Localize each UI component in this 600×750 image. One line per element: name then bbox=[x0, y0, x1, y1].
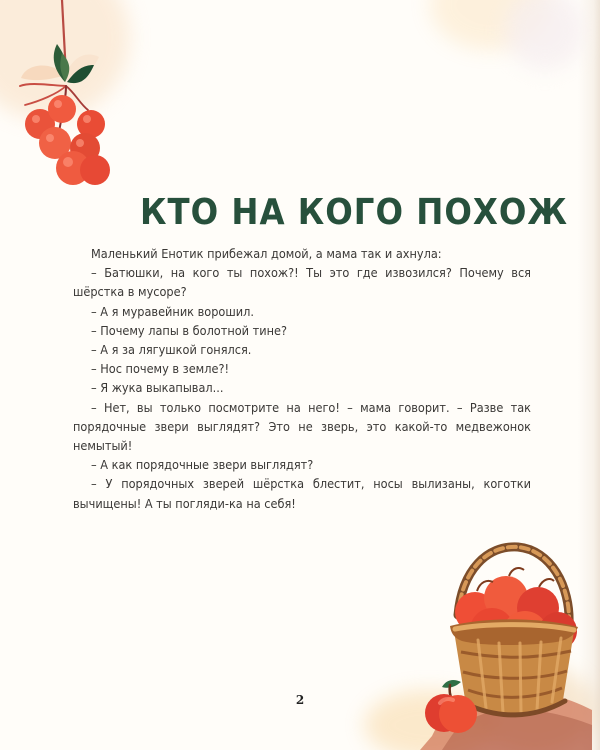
story-paragraph: – Нет, вы только посмотрите на него! – мама говорит. – Разве так порядочные звери выглядят? Это не зверь, это какой-то медвежонок немытый! bbox=[73, 399, 531, 454]
story-paragraph: – Батюшки, на кого ты похож?! Ты это где извозился? Почему вся шёрстка в мусоре? bbox=[73, 265, 531, 300]
story-paragraph: – Почему лапы в болотной тине? bbox=[91, 322, 287, 338]
apple-icon bbox=[418, 675, 488, 740]
story-paragraph: – А я за лягушкой гонялся. bbox=[91, 342, 252, 358]
story-title: КТО НА КОГО ПОХОЖ bbox=[140, 192, 569, 234]
watercolor-blot bbox=[505, 0, 585, 70]
story-paragraph: Маленький Енотик прибежал домой, а мама так и ахнула: bbox=[91, 246, 442, 261]
story-paragraph: – Я жука выкапывал... bbox=[91, 380, 224, 396]
hanging-rowan-berries-icon bbox=[0, 0, 130, 200]
story-paragraph: – А я муравейник ворошил. bbox=[91, 303, 254, 319]
story-paragraph: – У порядочных зверей шёрстка блестит, носы вылизаны, коготки вычищены! А ты погляди-ка на себя! bbox=[73, 476, 531, 511]
story-text bbox=[73, 244, 531, 513]
story-paragraph: – Нос почему в земле?! bbox=[91, 361, 229, 377]
story-paragraph: – А как порядочные звери выглядят? bbox=[91, 457, 314, 473]
page-number: 2 bbox=[295, 693, 305, 707]
